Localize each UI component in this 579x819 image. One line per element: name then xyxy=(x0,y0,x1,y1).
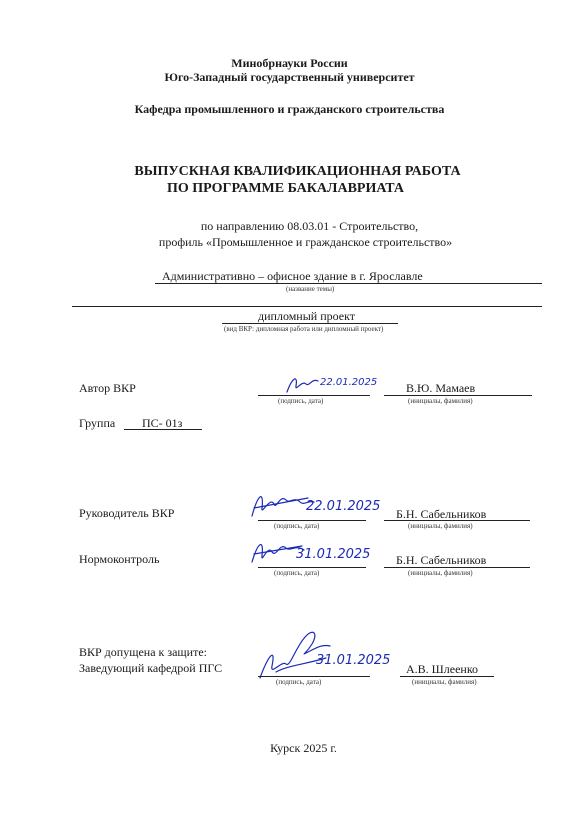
direction-line2: профиль «Промышленное и гражданское строительство» xyxy=(158,235,453,249)
author-name: В.Ю. Мамаев xyxy=(406,381,476,395)
head-label: Заведующий кафедрой ПГС xyxy=(79,661,223,675)
work-type-value: дипломный проект xyxy=(258,309,356,323)
ministry-name: Минобрнауки России xyxy=(231,56,348,70)
author-label: Автор ВКР xyxy=(79,381,136,395)
work-type-caption: (вид ВКР: дипломная работа или дипломный проект) xyxy=(224,325,384,333)
group-value: ПС- 01з xyxy=(142,416,183,430)
group-label: Группа xyxy=(79,416,116,430)
document-title-line1: ВЫПУСКНАЯ КВАЛИФИКАЦИОННАЯ РАБОТА xyxy=(134,164,461,179)
supervisor-name-underline xyxy=(384,520,530,521)
normcontrol-sign-caption: (подпись, дата) xyxy=(274,569,320,577)
normcontrol-name-caption: (инициалы, фамилия) xyxy=(408,569,473,577)
head-name: А.В. Шлеенко xyxy=(406,662,479,676)
head-sign-caption: (подпись, дата) xyxy=(276,678,322,686)
work-type-underline xyxy=(222,323,398,324)
head-sign-underline xyxy=(258,676,370,677)
supervisor-name: Б.Н. Сабельников xyxy=(396,507,487,521)
author-name-caption: (инициалы, фамилия) xyxy=(408,397,473,405)
head-name-caption: (инициалы, фамилия) xyxy=(412,678,477,686)
department-name: Кафедра промышленного и гражданского строительства xyxy=(134,102,445,116)
supervisor-sign-underline xyxy=(258,520,366,521)
normcontrol-sign-underline xyxy=(258,567,366,568)
author-sign-caption: (подпись, дата) xyxy=(278,397,324,405)
supervisor-sign-date: 22.01.2025 xyxy=(306,499,381,514)
topic-caption: (название темы) xyxy=(286,285,335,293)
normcontrol-name-underline xyxy=(384,567,530,568)
supervisor-label: Руководитель ВКР xyxy=(79,506,175,520)
head-name-underline xyxy=(400,676,494,677)
supervisor-name-caption: (инициалы, фамилия) xyxy=(408,522,473,530)
city-year: Курск 2025 г. xyxy=(270,741,337,755)
admitted-label: ВКР допущена к защите: xyxy=(79,645,207,659)
group-underline xyxy=(124,429,202,430)
direction-line1: по направлению 08.03.01 - Строительство, xyxy=(200,219,419,233)
topic-underline-2 xyxy=(72,306,542,307)
author-sign-underline xyxy=(258,395,370,396)
document-title-line2: ПО ПРОГРАММЕ БАКАЛАВРИАТА xyxy=(167,181,404,196)
author-sign-date: 22.01.2025 xyxy=(320,377,378,388)
normcontrol-name: Б.Н. Сабельников xyxy=(396,553,487,567)
head-sign-date: 31.01.2025 xyxy=(316,653,391,668)
topic-value: Административно – офисное здание в г. Ярославле xyxy=(162,269,423,283)
author-name-underline xyxy=(384,395,532,396)
supervisor-sign-caption: (подпись, дата) xyxy=(274,522,320,530)
author-signature-icon xyxy=(284,372,324,396)
topic-underline xyxy=(155,283,542,284)
university-name: Юго-Западный государственный университет xyxy=(164,70,415,84)
normcontrol-label: Нормоконтроль xyxy=(79,552,160,566)
normcontrol-sign-date: 31.01.2025 xyxy=(296,547,371,562)
